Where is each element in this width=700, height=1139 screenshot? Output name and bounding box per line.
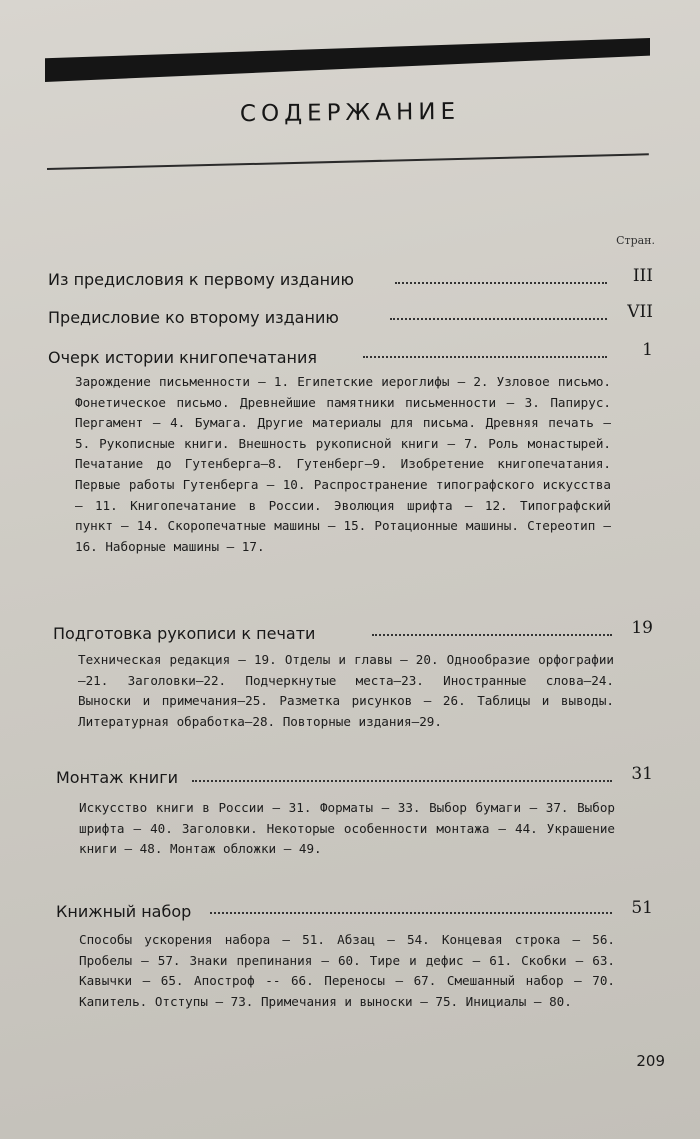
toc-entry-title: Предисловие ко второму изданию bbox=[48, 308, 339, 327]
page-column-label: Стран. bbox=[616, 234, 655, 247]
toc-entry-line bbox=[0, 266, 700, 296]
toc-entry-page: VII bbox=[627, 302, 653, 322]
toc-entry-title: Очерк истории книгопечатания bbox=[48, 348, 318, 367]
toc-entry-description: Техническая редакция — 19. Отделы и главы — 20. Однообразие орфографии—21. Заголовки—22. Подчеркнутые места—23. Иностранные слова—24. Выноски и примечания—25. Разметка рисунков — 26. Таблицы и выводы. Литературная обработка—28. Повторные издания—29. bbox=[78, 652, 614, 729]
decorative-top-bar bbox=[45, 38, 650, 82]
dot-leader bbox=[363, 346, 607, 358]
toc-entry-page: III bbox=[632, 266, 653, 286]
heading-rule bbox=[47, 153, 649, 170]
toc-entry-line bbox=[0, 618, 700, 648]
page-heading: СОДЕРЖАНИЕ bbox=[239, 98, 461, 128]
dot-leader bbox=[192, 770, 612, 782]
toc-entry-line bbox=[0, 302, 700, 332]
page-number: 209 bbox=[636, 1052, 665, 1070]
toc-entry-title: Книжный набор bbox=[56, 902, 192, 921]
toc-entry-title: Монтаж книги bbox=[56, 768, 179, 787]
toc-entry-description: Способы ускорения набора — 51. Абзац — 54. Концевая строка — 56. Пробелы — 57. Знаки препинания — 60. Тире и дефис — 61. Скобки — 63. Кавычки — 65. Апостроф -- 66. Переносы — 67. Смешанный набор — 70. Капитель. Отступы — 73. Примечания и выноски — 75. Инициалы — 80. bbox=[79, 932, 615, 1009]
toc-entry-page: 19 bbox=[631, 618, 653, 638]
toc-entry-line bbox=[0, 766, 700, 796]
toc-entry-page: 31 bbox=[631, 764, 653, 784]
toc-entry-page: 1 bbox=[642, 340, 653, 360]
toc-entry-title: Подготовка рукописи к печати bbox=[53, 624, 316, 643]
dot-leader bbox=[210, 902, 612, 914]
dot-leader bbox=[372, 624, 612, 636]
toc-entry-line bbox=[0, 340, 700, 370]
toc-entry-description: Зарождение письменности — 1. Египетские иероглифы — 2. Узловое письмо. Фонетическое письмо. Древнейшие памятники письменности — 3. Папирус. Пергамент — 4. Бумага. Другие материалы для письма. Древняя печать — 5. Рукописные книги. Внешность рукописной книги — 7. Роль монастырей. Печатание до Гутенберга—8. Гутенберг—9. Изобретение книгопечатания. Первые работы Гутенберга — 10. Распространение типографского искусства — 11. Книгопечатание в России. Эволюция шрифта — 12. Типографский пункт — 14. Скоропечатные машины — 15. Ротационные машины. Стереотип — 16. Наборные машины — 17. bbox=[75, 374, 611, 554]
dot-leader bbox=[395, 272, 607, 284]
toc-entry-description: Искусство книги в России — 31. Форматы — 33. Выбор бумаги — 37. Выбор шрифта — 40. Заголовки. Некоторые особенности монтажа — 44. Украшение книги — 48. Монтаж обложки — 49. bbox=[79, 800, 615, 857]
dot-leader bbox=[390, 308, 607, 320]
toc-entry-line bbox=[0, 896, 700, 926]
toc-entry-page: 51 bbox=[631, 898, 653, 918]
toc-entry-title: Из предисловия к первому изданию bbox=[48, 270, 354, 289]
